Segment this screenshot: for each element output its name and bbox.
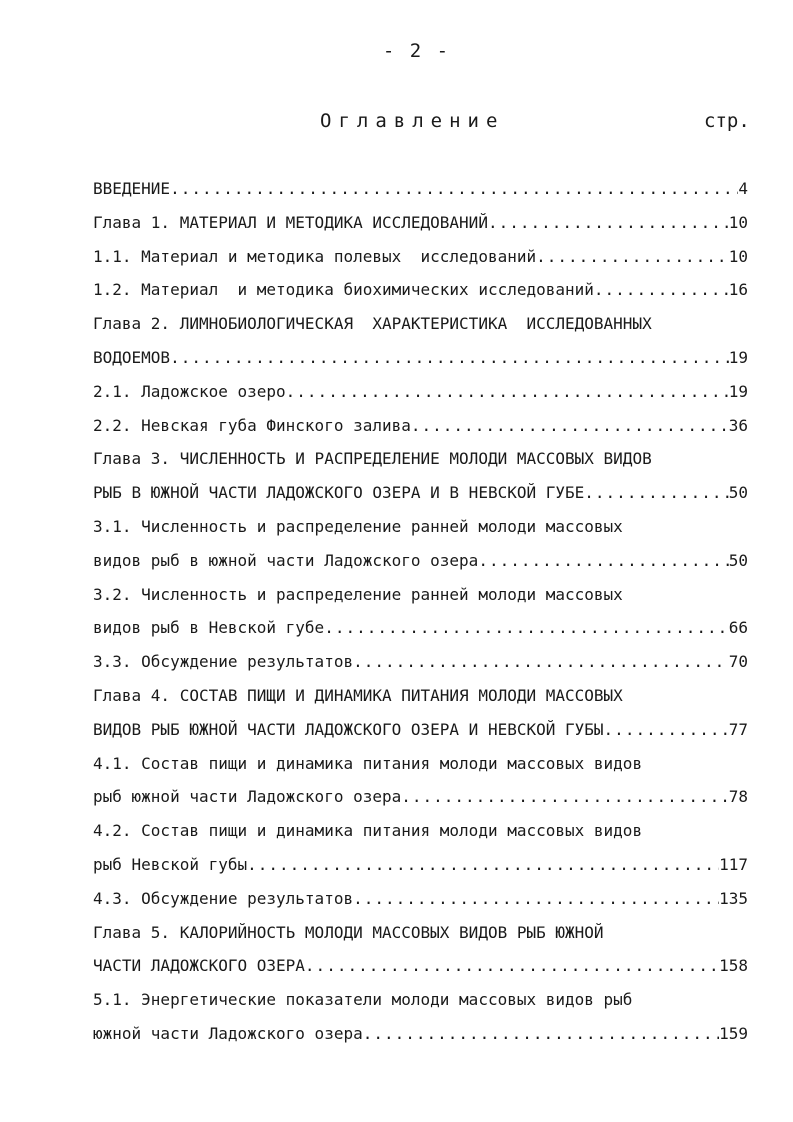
- toc-entry-page: 4: [738, 179, 748, 198]
- toc-entry: [93, 679, 748, 713]
- toc-heading: Оглавление: [320, 110, 505, 132]
- toc-entry: [93, 848, 748, 882]
- toc-entry-title: 5.1. Энергетические показатели молоди массовых видов рыб: [93, 990, 633, 1010]
- toc-entry-page: 135: [719, 888, 748, 908]
- toc-entry-title: РЫБ В ЮЖНОЙ ЧАСТИ ЛАДОЖСКОГО ОЗЕРА И В НЕВСКОЙ ГУБЕ: [93, 483, 585, 503]
- toc-entry-title: видов рыб в южной части Ладожского озера: [93, 550, 479, 570]
- toc-entry-title: Глава 1. МАТЕРИАЛ И МЕТОДИКА ИССЛЕДОВАНИЙ: [93, 212, 488, 232]
- toc-entry-page: 50: [728, 550, 748, 570]
- toc-entry-title: ЧАСТИ ЛАДОЖСКОГО ОЗЕРА: [93, 956, 305, 976]
- toc-leader-dots: [363, 1017, 719, 1051]
- toc-leader-dots: [536, 240, 729, 274]
- toc-entry-title: 1.1. Материал и методика полевых исследований: [93, 246, 537, 266]
- toc-entry-title: рыб южной части Ладожского озера: [93, 787, 402, 807]
- toc-entry: [93, 375, 748, 409]
- toc-leader-dots: [584, 476, 728, 510]
- toc-entry: [93, 645, 748, 679]
- toc-entry-title: Глава 3. ЧИСЛЕННОСТЬ И РАСПРЕДЕЛЕНИЕ МОЛОДИ МАССОВЫХ ВИДОВ: [93, 449, 652, 469]
- toc-entry-page: 77: [728, 719, 748, 739]
- toc-leader-dots: [604, 713, 729, 747]
- toc-entry-title: 4.2. Состав пищи и динамика питания молоди массовых видов: [93, 821, 643, 841]
- toc-entry: [93, 882, 748, 916]
- toc-entry: [93, 273, 748, 307]
- toc-entry-title: южной части Ладожского озера: [93, 1023, 363, 1043]
- toc-entry-page: 36: [728, 415, 748, 435]
- toc-entry: [93, 983, 748, 1017]
- toc-entry: [93, 409, 748, 443]
- toc-entry-page: 159: [719, 1023, 748, 1043]
- toc-entry-page: 19: [728, 347, 748, 367]
- toc-entry-title: 3.1. Численность и распределение ранней молоди массовых: [93, 516, 623, 536]
- toc-entry: [93, 949, 748, 983]
- toc-entry: [93, 713, 748, 747]
- toc-entry: [93, 611, 748, 645]
- toc-entry-title: ВВЕДЕНИЕ: [93, 179, 171, 198]
- toc-entry: [93, 307, 748, 341]
- toc-entry-title: 4.1. Состав пищи и динамика питания молоди массовых видов: [93, 753, 643, 773]
- toc-leader-dots: [170, 172, 738, 206]
- toc-entry-title: 2.1. Ладожское озеро: [93, 381, 286, 401]
- toc-entry-title: 3.3. Обсуждение результатов: [93, 652, 354, 672]
- toc-entry: [93, 916, 748, 950]
- page-number: - 2 -: [382, 40, 451, 62]
- toc-leader-dots: [324, 611, 729, 645]
- toc-leader-dots: [305, 949, 719, 983]
- table-of-contents: [93, 172, 748, 1051]
- toc-entry: [93, 172, 748, 206]
- toc-entry: [93, 341, 748, 375]
- toc-entry: [93, 510, 748, 544]
- toc-entry: [93, 780, 748, 814]
- toc-leader-dots: [353, 882, 719, 916]
- toc-entry: [93, 1017, 748, 1051]
- toc-entry-page: 117: [719, 854, 748, 874]
- toc-leader-dots: [286, 375, 729, 409]
- toc-entry-page: 66: [728, 618, 748, 638]
- toc-entry: [93, 240, 748, 274]
- toc-entry-title: ВОДОЕМОВ: [93, 347, 171, 367]
- toc-leader-dots: [411, 409, 729, 443]
- toc-entry: [93, 747, 748, 781]
- toc-leader-dots: [353, 645, 729, 679]
- toc-entry-title: 1.2. Материал и методика биохимических исследований: [93, 280, 594, 300]
- toc-entry: [93, 578, 748, 612]
- toc-entry-title: 4.3. Обсуждение результатов: [93, 888, 354, 908]
- toc-entry-title: видов рыб в Невской губе: [93, 618, 325, 638]
- toc-entry-page: 10: [728, 246, 748, 266]
- toc-entry: [93, 442, 748, 476]
- toc-leader-dots: [488, 206, 729, 240]
- toc-entry: [93, 544, 748, 578]
- toc-leader-dots: [170, 341, 729, 375]
- toc-entry: [93, 814, 748, 848]
- page-column-label: стр.: [704, 110, 750, 132]
- toc-entry-title: Глава 4. СОСТАВ ПИЩИ И ДИНАМИКА ПИТАНИЯ МОЛОДИ МАССОВЫХ: [93, 685, 623, 705]
- toc-entry-page: 70: [728, 652, 748, 672]
- toc-entry-page: 78: [728, 787, 748, 807]
- toc-entry-title: Глава 5. КАЛОРИЙНОСТЬ МОЛОДИ МАССОВЫХ ВИДОВ РЫБ ЮЖНОЙ: [93, 922, 604, 942]
- toc-entry-title: Глава 2. ЛИМНОБИОЛОГИЧЕСКАЯ ХАРАКТЕРИСТИКА ИССЛЕДОВАННЫХ: [93, 314, 652, 334]
- toc-entry-title: рыб Невской губы: [93, 854, 248, 874]
- toc-leader-dots: [247, 848, 719, 882]
- toc-entry: [93, 476, 748, 510]
- toc-entry-title: 2.2. Невская губа Финского залива: [93, 415, 411, 435]
- toc-entry-page: 50: [728, 483, 748, 503]
- toc-entry: [93, 206, 748, 240]
- toc-entry-page: 19: [728, 381, 748, 401]
- toc-leader-dots: [594, 273, 729, 307]
- toc-entry-page: 16: [728, 280, 748, 300]
- toc-entry-title: ВИДОВ РЫБ ЮЖНОЙ ЧАСТИ ЛАДОЖСКОГО ОЗЕРА И НЕВСКОЙ ГУБЫ: [93, 719, 604, 739]
- toc-entry-page: 158: [719, 956, 748, 976]
- toc-leader-dots: [401, 780, 728, 814]
- toc-entry-page: 10: [728, 212, 748, 232]
- toc-entry-title: 3.2. Численность и распределение ранней молоди массовых: [93, 584, 623, 604]
- toc-leader-dots: [478, 544, 728, 578]
